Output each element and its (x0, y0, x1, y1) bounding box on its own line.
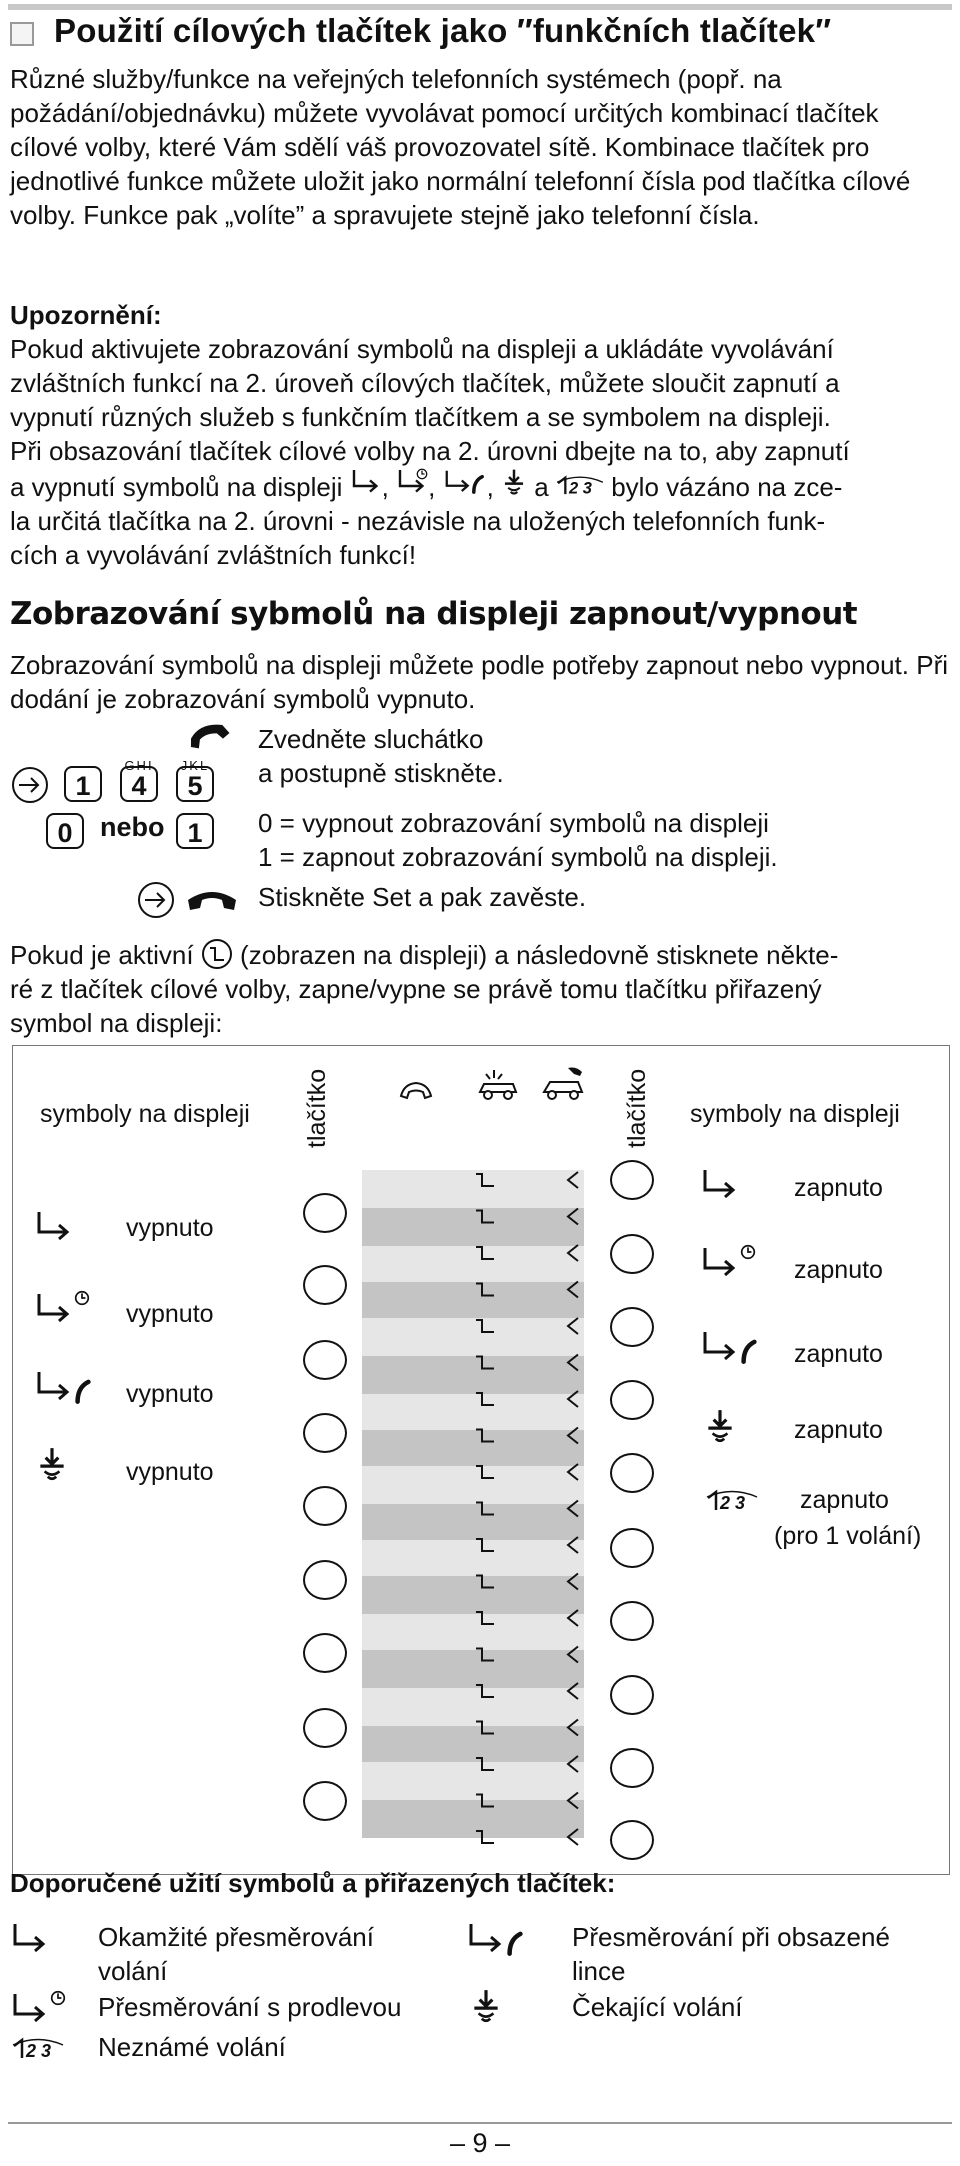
level-mark (476, 1247, 494, 1259)
menu-arrow-button-icon[interactable] (10, 765, 50, 805)
level-mark (476, 1539, 494, 1551)
unknown-call-icon (704, 1488, 760, 1512)
separator: , (428, 472, 436, 502)
level-mark (476, 1576, 494, 1588)
key-4[interactable]: GHI 4 (120, 766, 158, 802)
legend-waiting-text: Čekající volání (572, 1992, 743, 2022)
handset-hangup-icon (186, 884, 238, 914)
level-mark (476, 1795, 494, 1807)
level-mark (476, 1211, 494, 1223)
right-row-status: zapnuto (794, 1174, 883, 1202)
left-key-7[interactable] (303, 1633, 347, 1673)
chevron-icon (568, 1428, 578, 1444)
set-arrow-button-icon[interactable] (136, 880, 176, 920)
note-line: Při obsazování tlačítek cílové volby na 2. úrovni dbejte na to, aby zapnutí (10, 436, 850, 466)
left-key-9[interactable] (303, 1781, 347, 1821)
note-line: bylo vázáno na zce- (611, 472, 843, 502)
right-key-label: tlačítko (623, 1068, 651, 1148)
chevron-icon (568, 1318, 578, 1334)
legend-unknown-text: Neznámé volání (98, 2032, 286, 2062)
right-row-status: zapnuto (794, 1340, 883, 1368)
active-text-b: (zobrazen na displeji) a následovně stisknete někte- (240, 940, 839, 970)
left-key-2[interactable] (303, 1265, 347, 1305)
right-key-1[interactable] (610, 1160, 654, 1200)
active-text-a: Pokud je aktivní (10, 940, 194, 970)
chevron-icon (568, 1355, 578, 1371)
left-row-status: vypnuto (126, 1300, 214, 1328)
forward-delay-icon (10, 1990, 68, 2026)
chevron-icon (568, 1391, 578, 1407)
right-row-note: (pro 1 volání) (774, 1522, 922, 1550)
right-header: symboly na displeji (690, 1100, 900, 1128)
chevron-icon (568, 1245, 578, 1261)
chevron-icon (568, 1537, 578, 1553)
option-on-text: 1 = zapnout zobrazování symbolů na displeji. (258, 842, 778, 872)
chevron-icon (568, 1610, 578, 1626)
level-mark (476, 1357, 494, 1369)
left-key-5[interactable] (303, 1486, 347, 1526)
unknown-call-icon (556, 474, 604, 496)
key-1-alt[interactable]: 1 (176, 813, 214, 849)
right-key-6[interactable] (610, 1528, 654, 1568)
note-line: la určitá tlačítka na 2. úrovni - nezávisle na uložených telefonních funk- (10, 506, 826, 536)
level-mark (476, 1174, 494, 1186)
option-off-text: 0 = vypnout zobrazování symbolů na displeji (258, 808, 769, 838)
forward-icon (34, 1210, 74, 1244)
chevron-icon (568, 1683, 578, 1699)
note-line-icons (10, 468, 950, 504)
level-mark (476, 1685, 494, 1697)
right-key-7[interactable] (610, 1601, 654, 1641)
page-number: – 9 – (449, 2128, 511, 2158)
forward-icon (10, 1922, 50, 1956)
or-label: nebo (100, 812, 165, 842)
legend-title: Doporučené užití symbolů a přiřazených tlačítek: (10, 1868, 616, 1898)
car-handset-icon (540, 1064, 590, 1104)
level-mark (476, 1503, 494, 1515)
chevron-icon (568, 1501, 578, 1517)
note-paragraph (10, 332, 950, 572)
call-waiting-icon (36, 1446, 68, 1482)
chevron-icon (568, 1574, 578, 1590)
right-key-9[interactable] (610, 1748, 654, 1788)
right-row-status: zapnuto (800, 1486, 889, 1514)
call-waiting-icon (704, 1408, 736, 1444)
chevron-icon (568, 1720, 578, 1736)
section-heading: Zobrazování sybmolů na displeji zapnout/vypnout (10, 596, 858, 632)
level-mark (476, 1430, 494, 1442)
level-mark (476, 1320, 494, 1332)
note-line: Pokud aktivujete zobrazování symbolů na displeji a ukládáte vyvolávání (10, 334, 834, 364)
forward-busy-icon (34, 1370, 94, 1406)
level-mark (476, 1612, 494, 1624)
note-line: vypnutí různých služeb s funkčním tlačítkem a se symbolem na displeji. (10, 402, 831, 432)
step-press-text: a postupně stiskněte. (258, 758, 504, 788)
call-waiting-icon (470, 1988, 502, 2024)
key-1[interactable]: 1 (64, 766, 102, 802)
note-heading: Upozornění: (10, 300, 162, 330)
chevron-icon (568, 1756, 578, 1772)
right-key-10[interactable] (610, 1820, 654, 1860)
legend-busy-text: Přesměrování při obsazené lince (572, 1922, 890, 1986)
footer-rule (8, 2122, 952, 2124)
chevron-icon (568, 1282, 578, 1298)
keypad-marks (474, 1160, 584, 1855)
left-key-6[interactable] (303, 1560, 347, 1600)
forward-icon (700, 1168, 740, 1202)
separator: , (486, 472, 494, 502)
level-mark (476, 1284, 494, 1296)
left-key-8[interactable] (303, 1708, 347, 1748)
left-row-status: vypnuto (126, 1214, 214, 1242)
legend-forward-text: Okamžité přesměrování volání (98, 1922, 374, 1986)
section-intro: Zobrazování symbolů na displeji můžete podle potřeby zapnout nebo vypnout. Při dodání je zobrazování symbolů vypnuto. (10, 650, 949, 714)
chevron-icon (568, 1464, 578, 1480)
top-rule (8, 4, 952, 10)
level-mark (476, 1722, 494, 1734)
conjunction: a (534, 472, 549, 502)
forward-delay-icon (700, 1244, 758, 1280)
note-line: cích a vyvolávání zvláštních funkcí! (10, 540, 417, 570)
forward-delay-icon (396, 468, 428, 496)
note-line: zvláštních funkcí na 2. úroveň cílových tlačítek, můžete sloučit zapnutí a (10, 368, 840, 398)
chevron-icon (568, 1647, 578, 1663)
car-icon (476, 1068, 520, 1104)
right-key-4[interactable] (610, 1380, 654, 1420)
left-row-status: vypnuto (126, 1380, 214, 1408)
active-text-d: symbol na displeji: (10, 1008, 223, 1038)
legend-delay-text: Přesměrování s prodlevou (98, 1992, 402, 2022)
right-row-status: zapnuto (794, 1416, 883, 1444)
call-waiting-icon (501, 468, 527, 496)
level2-key-icon (201, 938, 233, 970)
right-key-8[interactable] (610, 1675, 654, 1715)
level-mark (476, 1758, 494, 1770)
handset-icon (398, 1078, 434, 1106)
left-header: symboly na displeji (40, 1100, 250, 1128)
left-key-3[interactable] (303, 1340, 347, 1380)
level-mark (476, 1649, 494, 1661)
key-5[interactable]: JKL 5 (176, 766, 214, 802)
left-key-4[interactable] (303, 1413, 347, 1453)
level-mark (476, 1393, 494, 1405)
intro-paragraph: Různé služby/funkce na veřejných telefonních systémech (popř. na požádání/objednávku) můžete vyvolávat pomocí určitých kombinací tlačítek cílové volby, které Vám sdělí váš provozovatel sítě. Kombinace tlačítek pro jednotlivé funkce můžete uložit jako normální telefonní čísla pod tlačítka cílové volby. Funkce pak „volíte” a spravujete stejně jako telefonní čísla. (10, 64, 911, 230)
level-mark (476, 1466, 494, 1478)
level-mark (476, 1831, 494, 1843)
chevron-icon (568, 1829, 578, 1845)
right-key-2[interactable] (610, 1234, 654, 1274)
right-row-status: zapnuto (794, 1256, 883, 1284)
separator: , (381, 472, 389, 502)
note-line: a vypnutí symbolů na displeji (10, 472, 343, 502)
left-key-1[interactable] (303, 1193, 347, 1233)
right-key-3[interactable] (610, 1307, 654, 1347)
page-title: Použití cílových tlačítek jako ″funkčních tlačítek″ (54, 12, 832, 49)
step-set-text: Stiskněte Set a pak zavěste. (258, 882, 587, 912)
left-key-label: tlačítko (303, 1068, 331, 1148)
left-row-status: vypnuto (126, 1458, 214, 1486)
chevron-icon (568, 1172, 578, 1188)
right-key-5[interactable] (610, 1453, 654, 1493)
forward-busy-icon (466, 1922, 526, 1958)
step-lift-text: Zvedněte sluchátko (258, 724, 484, 754)
forward-busy-icon (700, 1330, 760, 1366)
forward-busy-icon (443, 468, 487, 496)
unknown-call-icon (10, 2036, 66, 2060)
chevron-icon (568, 1793, 578, 1809)
forward-icon (350, 468, 382, 496)
active-paragraph (10, 938, 950, 1040)
active-text-c: ré z tlačítek cílové volby, zapne/vypne se právě tomu tlačítku přiřazený (10, 974, 822, 1004)
forward-delay-icon (34, 1290, 92, 1326)
keypad-panel (362, 1160, 584, 1855)
key-0[interactable]: 0 (46, 813, 84, 849)
bullet-square-icon (10, 22, 34, 46)
chevron-icon (568, 1209, 578, 1225)
